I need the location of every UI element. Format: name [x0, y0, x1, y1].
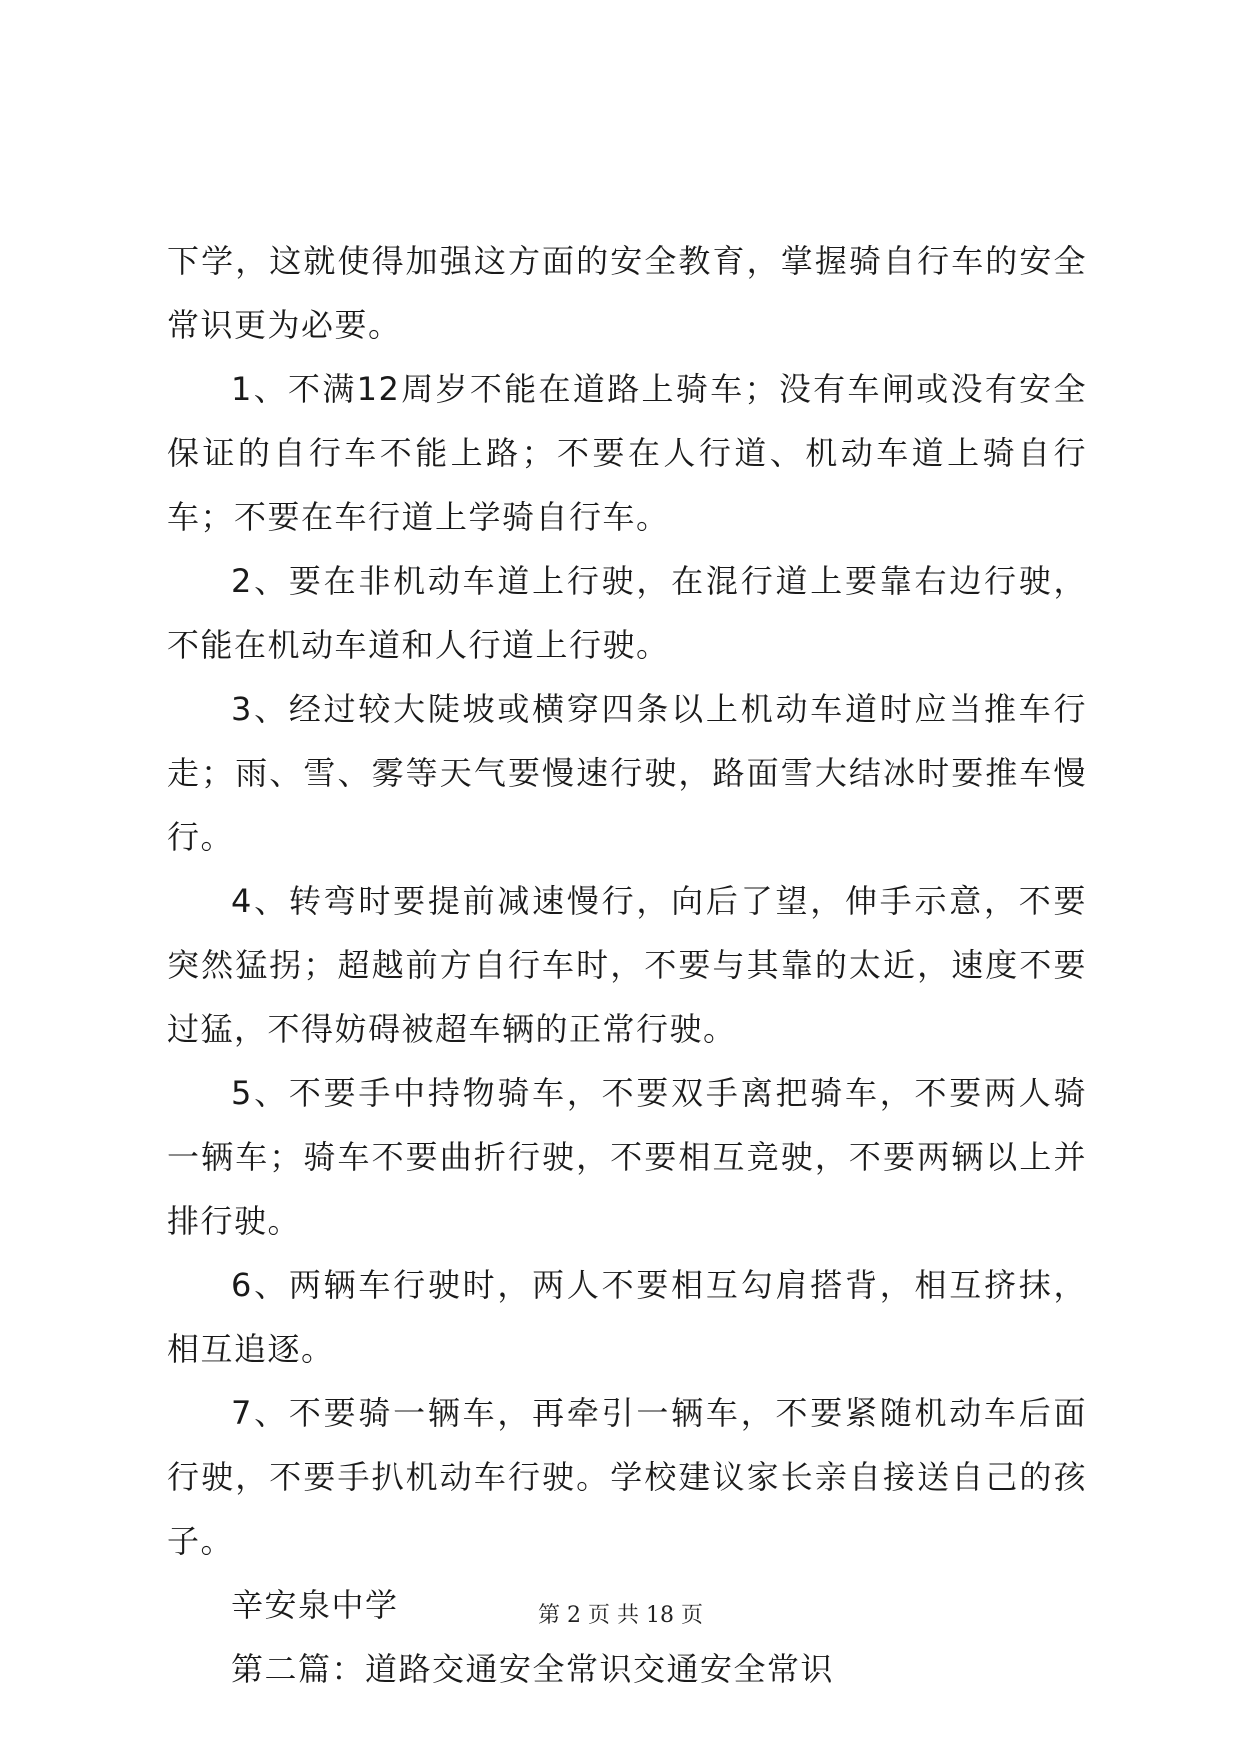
paragraph-rule-3: 3、经过较大陡坡或横穿四条以上机动车道时应当推车行走；雨、雪、雾等天气要慢速行驶，路面雪大结冰时要推车慢行。: [167, 690, 1087, 856]
paragraph-rule-2: 2、要在非机动车道上行驶，在混行道上要靠右边行驶，不能在机动车道和人行道上行驶。: [167, 562, 1087, 664]
paragraph-rule-1: 1、不满12周岁不能在道路上骑车；没有车闸或没有安全保证的自行车不能上路；不要在人行道、机动车道上骑自行车；不要在车行道上学骑自行车。: [167, 370, 1087, 536]
page-number-footer: 第 2 页 共 18 页: [538, 1603, 703, 1628]
section-heading-part-two: 第二篇：道路交通安全常识交通安全常识: [231, 1650, 835, 1688]
paragraph-rule-4: 4、转弯时要提前减速慢行，向后了望，伸手示意，不要突然猛拐；超越前方自行车时，不要与其靠的太近，速度不要过猛，不得妨碍被超车辆的正常行驶。: [167, 882, 1087, 1048]
paragraph-rule-7: 7、不要骑一辆车，再牵引一辆车，不要紧随机动车后面行驶，不要手扒机动车行驶。学校建议家长亲自接送自己的孩子。: [167, 1394, 1087, 1560]
paragraph-rule-5: 5、不要手中持物骑车，不要双手离把骑车，不要两人骑一辆车；骑车不要曲折行驶，不要相互竞驶，不要两辆以上并排行驶。: [167, 1074, 1087, 1240]
paragraph-rule-6: 6、两辆车行驶时，两人不要相互勾肩搭背，相互挤抹，相互追逐。: [167, 1266, 1087, 1368]
document-body: [167, 229, 1087, 1701]
signature-school-name: 辛安泉中学: [231, 1586, 399, 1624]
paragraph-intro-continuation: 下学，这就使得加强这方面的安全教育，掌握骑自行车的安全常识更为必要。: [167, 242, 1087, 344]
